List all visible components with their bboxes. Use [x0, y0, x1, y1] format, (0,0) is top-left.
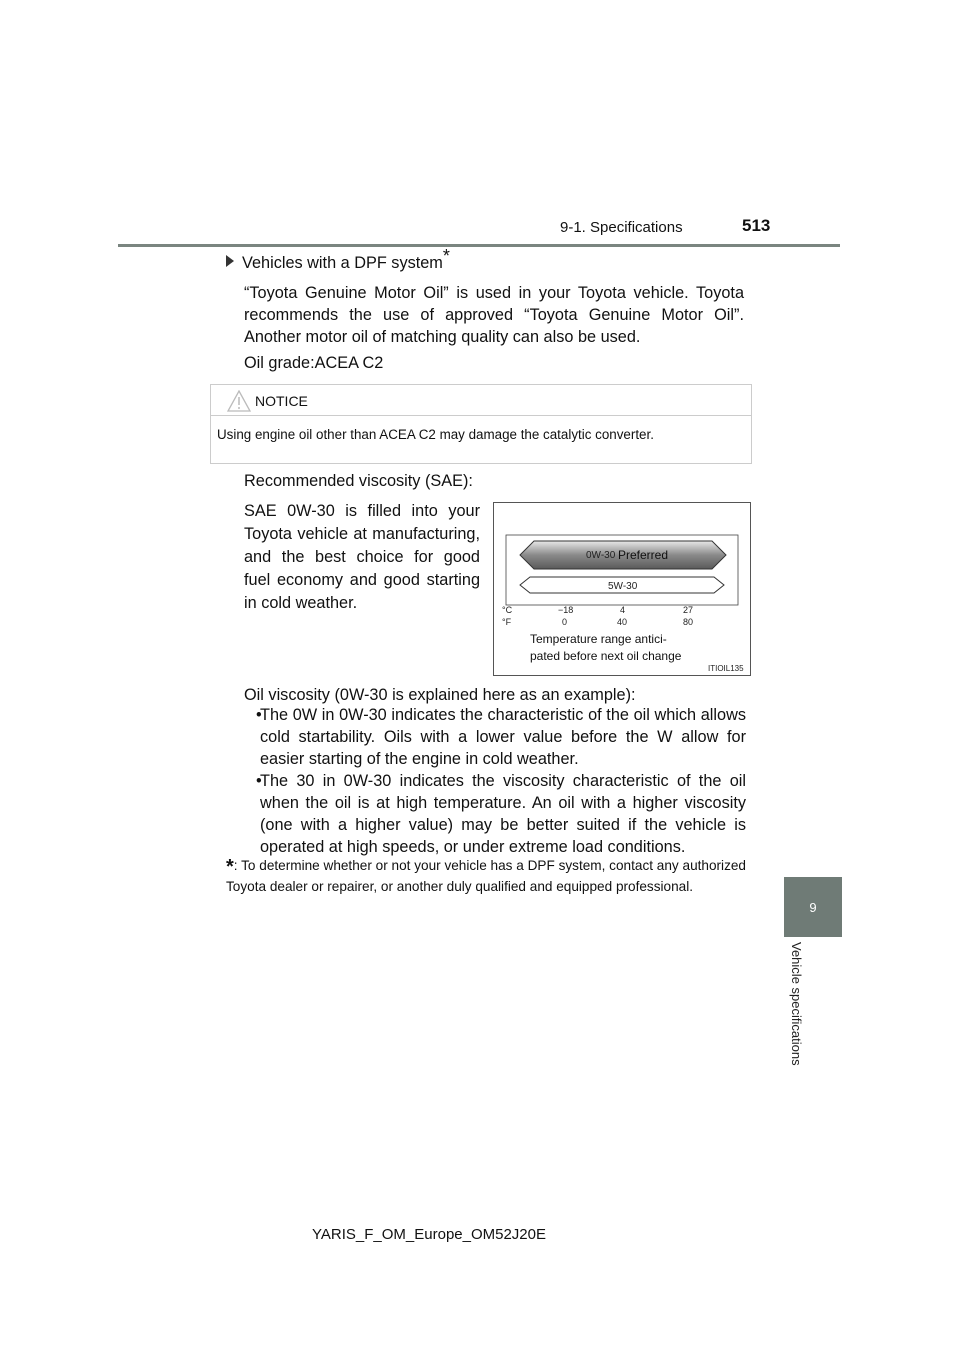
tick-f-2: 40	[617, 617, 628, 627]
chapter-side-label	[788, 942, 808, 1087]
bullet-dot: •	[256, 772, 262, 790]
document-id: YARIS_F_OM_Europe_OM52J20E	[312, 1226, 547, 1243]
bar1-label: Preferred	[618, 548, 669, 562]
heading-text: Vehicles with a DPF system	[242, 254, 443, 272]
diagram-code: ITIOIL135	[708, 664, 744, 673]
notice-title: NOTICE	[255, 393, 308, 409]
chapter-label-text: Vehicle specifications	[789, 942, 804, 1066]
chapter-tab	[784, 877, 842, 937]
oil-viscosity-title: Oil viscosity (0W-30 is explained here as an example):	[244, 686, 636, 704]
footnote	[226, 856, 746, 896]
footnote-marker: *	[226, 856, 234, 878]
tick-f-3: 80	[683, 617, 694, 627]
section-heading	[226, 246, 450, 273]
caption-line-2: pated before next oil change	[530, 649, 682, 663]
tick-f-1: 0	[562, 617, 568, 627]
bullet-text: The 0W in 0W-30 indicates the characteristic of the oil which allows cold startability. Oils with a lower value before the W allow for easier starting of the engine in cold weather.	[260, 706, 746, 768]
notice-header	[211, 385, 751, 416]
notice-box	[210, 384, 752, 464]
tick-c-3: 27	[683, 605, 694, 615]
tick-c-1: −18	[558, 605, 574, 615]
warning-triangle-icon	[227, 390, 251, 412]
footnote-text: : To determine whether or not your vehicle has a DPF system, contact any authorized Toyota dealer or repairer, or another duly qualified and equipped professional.	[226, 858, 746, 894]
list-item	[244, 770, 746, 858]
tick-c-2: 4	[620, 605, 626, 615]
viscosity-diagram-svg	[494, 503, 750, 675]
chapter-number: 9	[809, 899, 817, 915]
section-title: 9-1. Specifications	[560, 219, 683, 236]
oil-grade: Oil grade:ACEA C2	[244, 354, 384, 372]
bar1-grade: 0W-30	[586, 550, 616, 561]
bullet-dot: •	[256, 706, 262, 724]
unit-fahrenheit: °F	[502, 617, 512, 627]
viscosity-title: Recommended viscosity (SAE):	[244, 472, 473, 490]
intro-paragraph: “Toyota Genuine Motor Oil” is used in your Toyota vehicle. Toyota recommends the use of approved “Toyota Genuine Motor Oil”. Another motor oil of matching quality can also be used.	[244, 284, 744, 346]
caption-line-1: Temperature range antici-	[530, 632, 667, 646]
bar2-grade: 5W-30	[608, 581, 638, 592]
viscosity-paragraph: SAE 0W-30 is filled into your Toyota vehicle at manufacturing, and the best choice for good fuel economy and good starting in cold weather.	[244, 502, 480, 612]
list-item	[244, 704, 746, 770]
unit-celsius: °C	[502, 605, 513, 615]
viscosity-diagram	[493, 502, 751, 676]
triangle-bullet-icon	[226, 255, 234, 267]
heading-asterisk: *	[442, 246, 450, 266]
page-number: 513	[742, 216, 771, 235]
bullet-text: The 30 in 0W-30 indicates the viscosity characteristic of the oil when the oil is at high temperature. An oil with a higher viscosity (one with a higher value) may be better suited if the vehicle is operated at high speeds, or under extreme load conditions.	[260, 772, 746, 856]
header-rule	[118, 244, 840, 247]
notice-text: Using engine oil other than ACEA C2 may damage the catalytic converter.	[217, 427, 654, 442]
